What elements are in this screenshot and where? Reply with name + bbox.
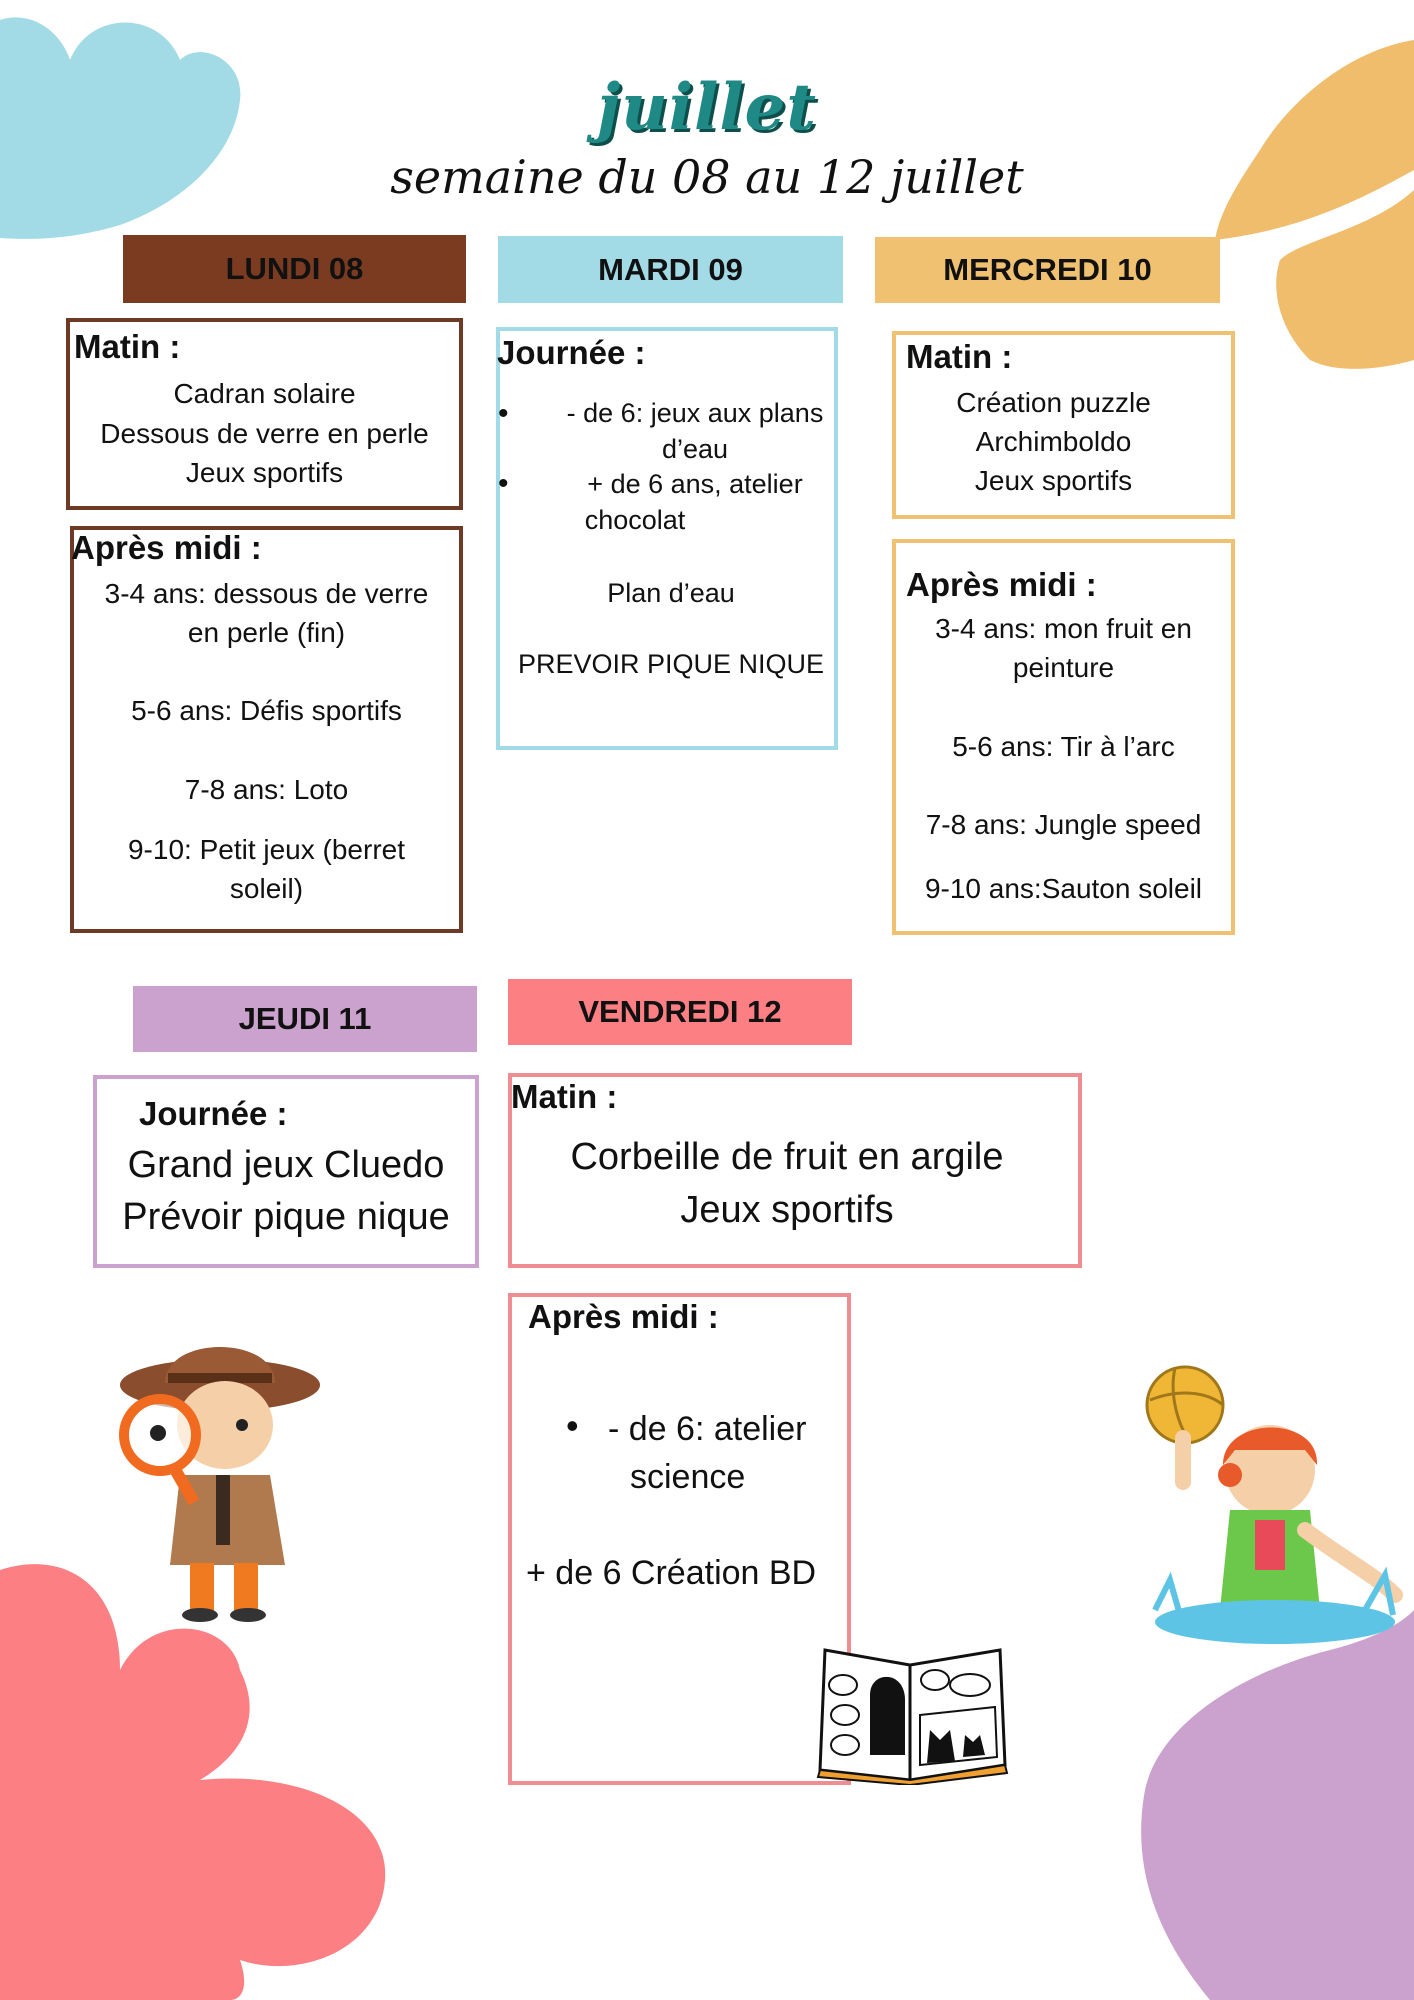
aprem-line: 7-8 ans: Jungle speed <box>925 809 1202 840</box>
matin-item: Corbeille de fruit en argile <box>570 1136 1004 1178</box>
day-header-vendredi <box>508 979 852 1045</box>
bullet-text: science <box>630 1458 746 1496</box>
bullet-dot: • <box>566 1405 579 1446</box>
matin-label: Matin : <box>511 1078 618 1115</box>
matin-item: Archimboldo <box>975 426 1132 457</box>
bullet-text: + de 6 ans, atelier <box>587 469 803 499</box>
day-label: LUNDI 08 <box>225 251 364 286</box>
pink-flower-shape <box>0 1550 400 2000</box>
waterpolo-kid-icon <box>1135 1360 1414 1660</box>
vendredi-matin-box <box>508 1073 1082 1268</box>
matin-item: Jeux sportifs <box>680 1189 894 1231</box>
aprem-line: soleil) <box>229 873 304 904</box>
jeudi-item: Grand jeux Cluedo <box>127 1144 445 1186</box>
day-label: MERCREDI 10 <box>943 252 1152 287</box>
matin-item: Dessous de verre en perle <box>100 418 429 449</box>
vendredi-aprem-box <box>508 1293 851 1785</box>
bullet-text: d’eau <box>661 434 729 464</box>
mercredi-aprem-box <box>892 539 1235 935</box>
matin-item: Jeux sportifs <box>185 457 344 488</box>
mardi-journee-box <box>496 327 838 750</box>
aprem-line: en perle (fin) <box>187 617 346 648</box>
aprem-line: peinture <box>1012 652 1115 683</box>
aprem-line: 7-8 ans: Loto <box>184 774 349 805</box>
bullet-dot: • <box>498 467 509 500</box>
lieu-text: Plan d’eau <box>607 578 735 608</box>
matin-item: Création puzzle <box>956 387 1151 418</box>
journee-label: Journée : <box>139 1095 288 1132</box>
aprem-line: 9-10 ans:Sauton soleil <box>924 873 1203 904</box>
plus-text: + de 6 Création BD <box>526 1554 817 1592</box>
bullet-text: - de 6: atelier <box>608 1410 807 1448</box>
month-title: juillet <box>597 70 817 145</box>
aprem-label: Après midi : <box>71 529 262 566</box>
week-subtitle: semaine du 08 au 12 juillet <box>390 150 1024 204</box>
note-text: PREVOIR PIQUE NIQUE <box>517 649 825 679</box>
aprem-line: 9-10: Petit jeux (berret <box>127 834 406 865</box>
jeudi-journee-box <box>93 1075 479 1268</box>
day-header-mardi <box>498 236 843 303</box>
aprem-label: Après midi : <box>906 566 1097 603</box>
aprem-line: 3-4 ans: dessous de verre <box>104 578 429 609</box>
aprem-line: 5-6 ans: Tir à l’arc <box>952 731 1175 762</box>
jeudi-item: Prévoir pique nique <box>122 1196 450 1238</box>
matin-item: Jeux sportifs <box>974 465 1133 496</box>
day-label: VENDREDI 12 <box>578 994 782 1029</box>
aprem-line: 5-6 ans: Défis sportifs <box>131 695 402 726</box>
bullet-dot: • <box>498 397 509 430</box>
day-header-jeudi <box>133 986 477 1052</box>
purple-heart-shape <box>1130 1610 1414 2000</box>
matin-label: Matin : <box>74 328 181 365</box>
aprem-line: 3-4 ans: mon fruit en <box>935 613 1192 644</box>
bullet-text: - de 6: jeux aux plans <box>566 398 824 428</box>
detective-icon <box>110 1325 330 1625</box>
aprem-label: Après midi : <box>528 1298 719 1335</box>
matin-label: Matin : <box>906 338 1013 375</box>
journee-label: Journée : <box>497 334 646 371</box>
bullet-text: chocolat <box>584 505 686 535</box>
day-label: JEUDI 11 <box>238 1001 372 1036</box>
day-label: MARDI 09 <box>598 251 743 287</box>
mercredi-matin-box <box>892 331 1235 519</box>
lundi-matin-box <box>66 318 463 510</box>
lundi-aprem-box <box>70 526 463 933</box>
day-header-lundi <box>123 235 466 303</box>
day-header-mercredi <box>875 237 1220 303</box>
matin-item: Cadran solaire <box>173 378 356 409</box>
